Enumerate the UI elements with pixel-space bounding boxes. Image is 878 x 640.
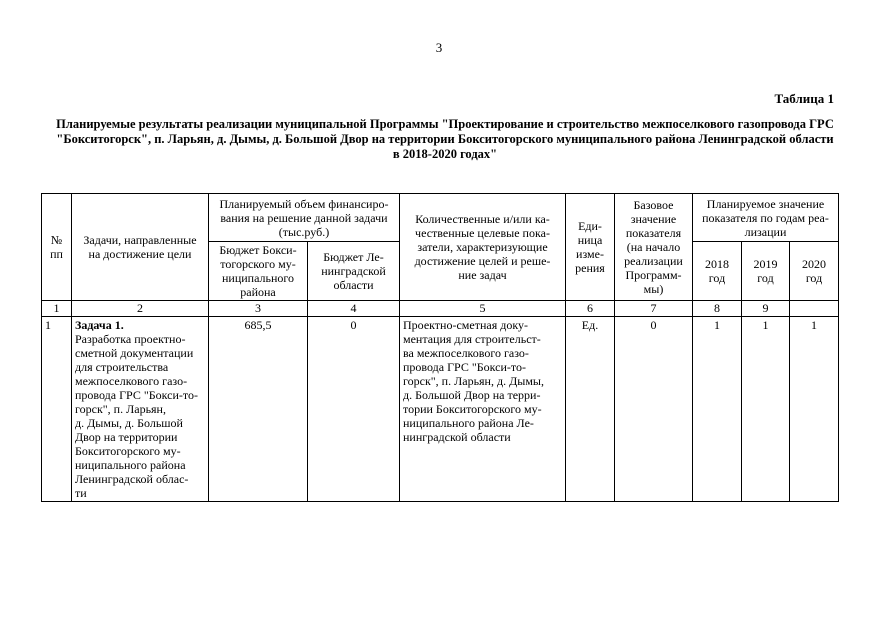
title-line: в 2018-2020 годах" (392, 147, 498, 161)
year-2018-value: 1 (693, 317, 742, 502)
column-number: 7 (615, 301, 693, 317)
column-number: 1 (42, 301, 72, 317)
document-title (50, 117, 840, 162)
column-number: 6 (566, 301, 615, 317)
title-line: Планируемые результаты реализации муниципальной Программы "Проектирование и строительство межпоселкового газопровода ГРС (56, 117, 834, 131)
header-budget-district: Бюджет Бокси- тогорского му- ниципального района (209, 242, 308, 301)
task-description: Разработка проектно- сметной документации для строительства межпоселкового газо- провода ГРС "Бокси-то- горск", п. Ларьян, д. Дымы, д. Большой Двор на территории Бокситогорского му- ниципального района Ленинградской облас- ти (75, 332, 198, 500)
column-number (790, 301, 839, 317)
row-num: 1 (42, 317, 72, 502)
results-table (41, 193, 839, 502)
header-row (42, 194, 839, 242)
base-value: 0 (615, 317, 693, 502)
table-label: Таблица 1 (774, 91, 834, 106)
table-row (42, 317, 839, 502)
column-number: 2 (72, 301, 209, 317)
page-number: 3 (435, 40, 443, 55)
header-base-value: Базовое значение показателя (на начало реализации Программ- мы) (615, 194, 693, 301)
header-num: № пп (42, 194, 72, 301)
header-tasks: Задачи, направленные на достижение цели (72, 194, 209, 301)
header-funding: Планируемый объем финансиро- вания на решение данной задачи (тыс.руб.) (209, 194, 400, 242)
budget-district-value: 685,5 (209, 317, 308, 502)
column-number: 9 (742, 301, 790, 317)
header-year-2018: 2018 год (693, 242, 742, 301)
task-title: Задача 1. (75, 318, 124, 332)
year-2019-value: 1 (742, 317, 790, 502)
unit-value: Ед. (566, 317, 615, 502)
indicator-text: Проектно-сметная доку- ментация для строительст- ва межпоселкового газо- провода ГРС "Бокси-то- горск", п. Ларьян, д. Дымы, д. Большой Двор на терри- тории Бокситогорского му- ниципального района Ле- нинградской области (403, 318, 544, 444)
title-line: "Бокситогорск", п. Ларьян, д. Дымы, д. Большой Двор на территории Бокситогорского муниципального района Ленинградской области (56, 132, 834, 146)
header-year-2020: 2020 год (790, 242, 839, 301)
task-cell (72, 317, 209, 502)
header-indicators: Количественные и/или ка- чественные целевые пока- затели, характеризующие достижение целей и реше- ние задач (400, 194, 566, 301)
header-planned-value: Планируемое значение показателя по годам реа- лизации (693, 194, 839, 242)
header-year-2019: 2019 год (742, 242, 790, 301)
header-budget-region: Бюджет Ле- нинградской области (308, 242, 400, 301)
budget-region-value: 0 (308, 317, 400, 502)
column-number: 8 (693, 301, 742, 317)
column-number: 4 (308, 301, 400, 317)
header-unit: Еди- ница изме- рения (566, 194, 615, 301)
column-number: 3 (209, 301, 308, 317)
column-number-row (42, 301, 839, 317)
year-2020-value: 1 (790, 317, 839, 502)
column-number: 5 (400, 301, 566, 317)
indicator-cell (400, 317, 566, 502)
